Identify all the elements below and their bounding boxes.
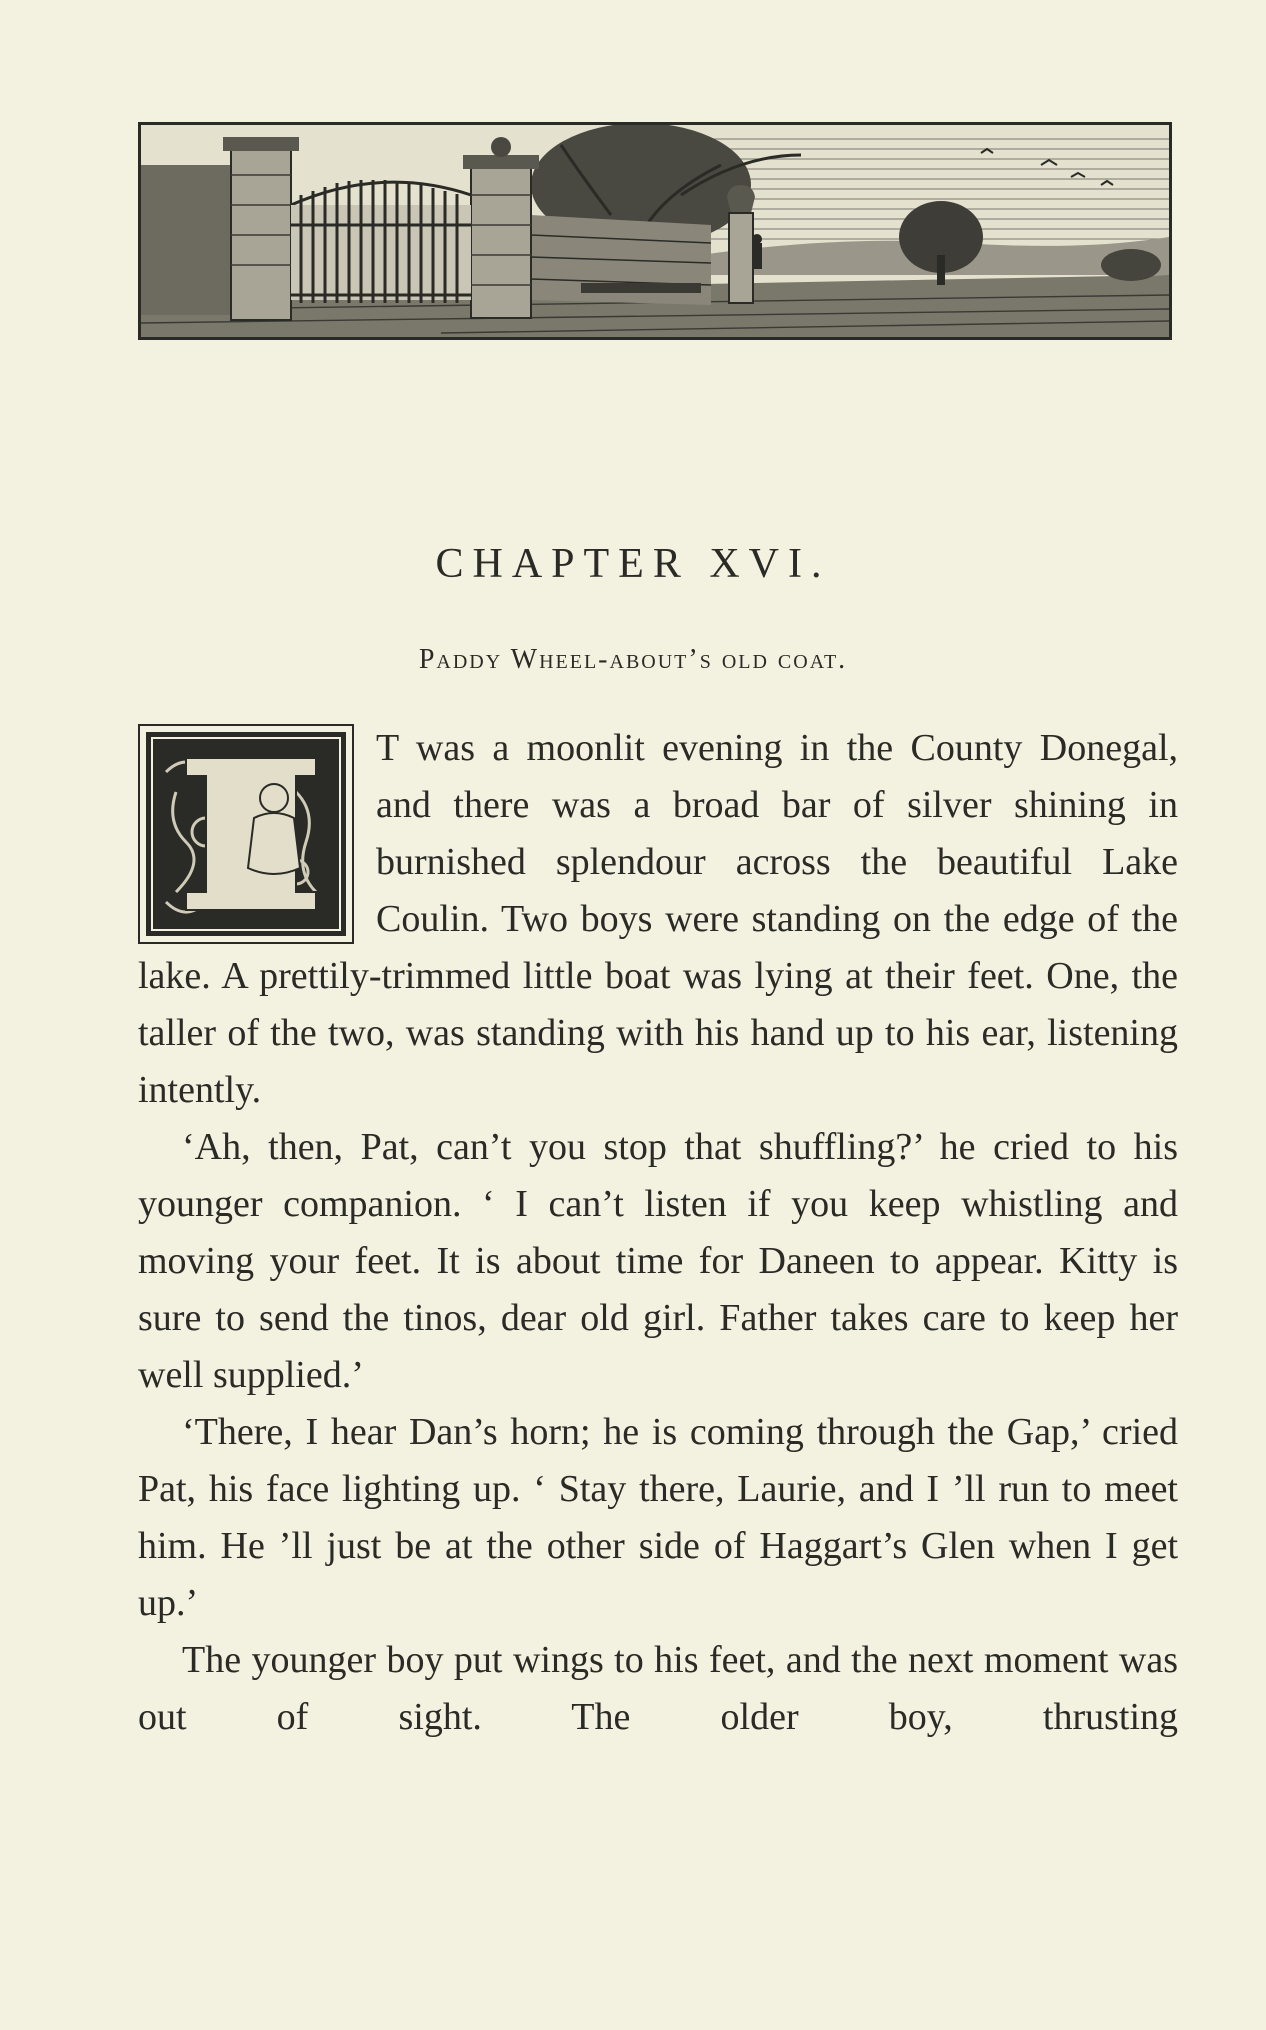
paragraph-1-line-8: hand up to his ear, listening intently. xyxy=(138,1012,1178,1111)
paragraph-3-line-4: the other side of Haggart’s Glen when I get up.’ xyxy=(138,1525,1179,1624)
header-illustration xyxy=(138,122,1172,340)
paragraph-2-line-1: ‘Ah, then, Pat, can’t you stop that shuffling?’ he xyxy=(182,1126,976,1168)
gate-landscape-engraving-icon xyxy=(141,125,1169,337)
paragraph-2-line-2: cried to his younger companion. ‘ I can’t listen if you xyxy=(138,1126,1178,1225)
paragraph-2-line-6: supplied.’ xyxy=(212,1354,364,1396)
paragraph-4 xyxy=(138,1632,1178,1746)
paragraph-1-line-5: boys were standing on the edge of the lake. A xyxy=(138,898,1179,997)
drop-cap xyxy=(138,724,354,944)
chapter-body xyxy=(138,720,1178,1746)
paragraph-3 xyxy=(138,1404,1178,1632)
paragraph-4-line-2: moment was out of sight. The older boy, thrusting xyxy=(138,1639,1179,1738)
chapter-title: CHAPTER XVI. xyxy=(435,541,831,587)
paragraph-2 xyxy=(138,1119,1178,1404)
paragraph-1-line-3: silver shining in burnished splendour xyxy=(376,784,1178,883)
paragraph-1-line-6: prettily-trimmed little boat was lying at their feet. xyxy=(259,955,1034,997)
paragraph-4-line-1: The younger boy put wings to his feet, and the next xyxy=(182,1639,974,1681)
paragraph-2-line-5: dear old girl. Father takes care to keep her well xyxy=(138,1297,1178,1396)
paragraph-1-line-1: T was a moonlit evening in the County xyxy=(376,727,1023,769)
paragraph-3-line-3: Laurie, and I ’ll run to meet him. He ’ll just be at xyxy=(138,1468,1178,1567)
ornamental-initial-icon xyxy=(146,732,346,936)
paragraph-3-line-2: the Gap,’ cried Pat, his face lighting up. ‘ Stay there, xyxy=(138,1411,1178,1510)
paragraph-1-line-2: Donegal, and there was a broad bar of xyxy=(376,727,1178,826)
paragraph-2-line-3: keep whistling and moving your feet. It is about time xyxy=(138,1183,1179,1282)
chapter-subtitle: Paddy Wheel-about’s old coat. xyxy=(418,644,848,675)
paragraph-3-line-1: ‘There, I hear Dan’s horn; he is coming through xyxy=(182,1411,935,1453)
paragraph-2-line-4: for Daneen to appear. Kitty is sure to send the tinos, xyxy=(138,1240,1179,1339)
paragraph-1-line-7: One, the taller of the two, was standing with his xyxy=(138,955,1179,1054)
paragraph-1-line-4: across the beautiful Lake Coulin. Two xyxy=(376,841,1179,940)
